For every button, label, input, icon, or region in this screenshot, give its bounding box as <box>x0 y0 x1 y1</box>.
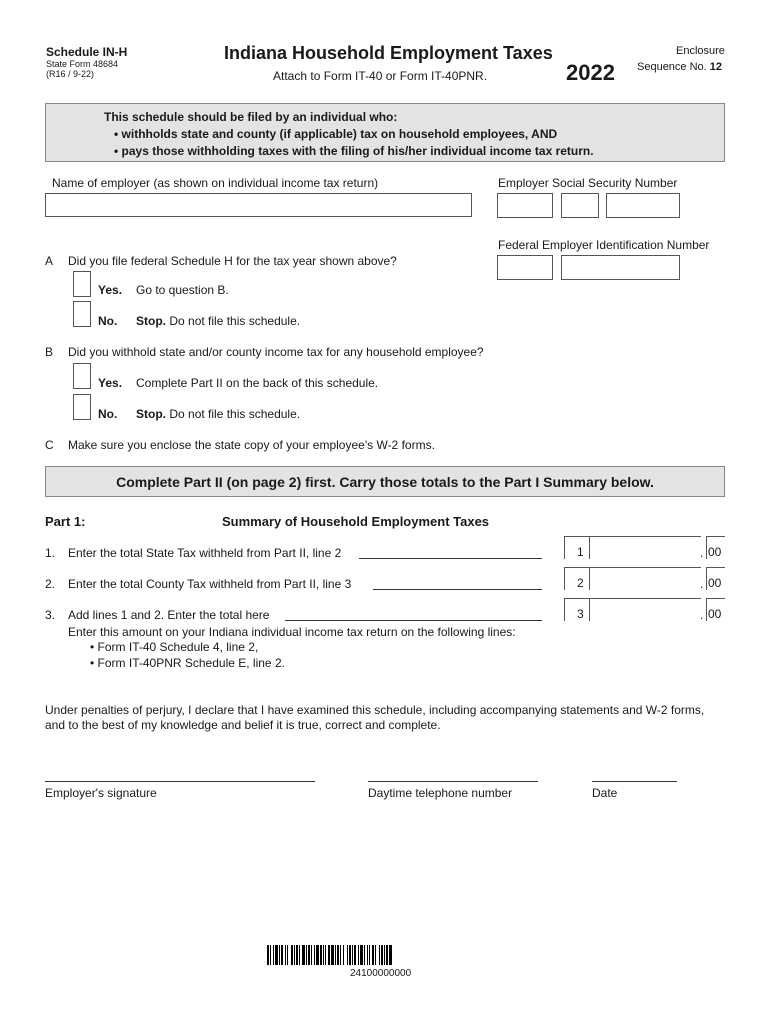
ssn-label: Employer Social Security Number <box>498 176 678 190</box>
barcode <box>267 945 503 965</box>
line3-text: Add lines 1 and 2. Enter the total here <box>68 608 270 622</box>
ssn-field-part3[interactable] <box>606 193 680 218</box>
question-c-text: Make sure you enclose the state copy of your employee's W-2 forms. <box>68 438 435 452</box>
fein-field-part1[interactable] <box>497 255 553 280</box>
box-divider <box>589 568 590 590</box>
form-title: Indiana Household Employment Taxes <box>224 43 553 63</box>
tax-year: 2022 <box>566 60 615 85</box>
line2-number: 2. <box>45 577 56 591</box>
line1-text: Enter the total State Tax withheld from Part II, line 2 <box>68 546 342 560</box>
revision-date: (R16 / 9-22) <box>46 69 95 79</box>
barcode-bar <box>343 945 344 965</box>
line3-note: Enter this amount on your Indiana individual income tax return on the following lines: <box>68 625 516 639</box>
question-b-no-text <box>136 407 300 421</box>
barcode-bar <box>291 945 293 965</box>
line1-amount-field[interactable] <box>564 536 704 560</box>
line3-box-number: 3 <box>577 607 584 621</box>
phone-label: Daytime telephone number <box>368 786 513 800</box>
barcode-bar <box>364 945 365 965</box>
box-divider <box>589 537 590 559</box>
line1-leader <box>359 558 542 559</box>
part1-title: Summary of Household Employment Taxes <box>222 514 490 529</box>
ssn-field-part2[interactable] <box>561 193 599 218</box>
decimal-point: . <box>700 577 704 591</box>
line2-amount-field[interactable] <box>564 567 704 591</box>
barcode-bar <box>279 945 280 965</box>
question-b-text: Did you withhold state and/or county income tax for any household employee? <box>68 345 484 359</box>
enclosure-label: Enclosure <box>676 45 725 57</box>
sequence-label: Sequence No. <box>637 61 707 73</box>
barcode-bar <box>369 945 370 965</box>
barcode-bar <box>275 945 278 965</box>
line3-cents: 00 <box>708 607 722 621</box>
barcode-bar <box>328 945 330 965</box>
question-b-yes-label: Yes. <box>98 376 123 390</box>
barcode-bar <box>311 945 312 965</box>
question-a-yes-text: Go to question B. <box>136 283 229 297</box>
barcode-bar <box>299 945 300 965</box>
banner-text: Complete Part II (on page 2) first. Carry those totals to the Part I Summary below. <box>116 474 654 490</box>
line2-box-number: 2 <box>577 576 584 590</box>
barcode-bar <box>285 945 286 965</box>
question-b-yes-checkbox[interactable] <box>73 363 91 389</box>
line3-leader <box>285 620 542 621</box>
notice-bullet: • withholds state and county (if applicable) tax on household employees, AND <box>114 127 558 141</box>
question-a-no-label: No. <box>98 314 118 328</box>
barcode-bar <box>360 945 363 965</box>
date-label: Date <box>592 786 618 800</box>
barcode-bar <box>384 945 385 965</box>
signature-label: Employer's signature <box>45 786 157 800</box>
barcode-bar <box>381 945 383 965</box>
barcode-bar <box>281 945 283 965</box>
fein-field-part2[interactable] <box>561 255 680 280</box>
line1-cents: 00 <box>708 545 722 559</box>
barcode-bar <box>270 945 271 965</box>
schedule-id: Schedule IN-H <box>46 45 128 59</box>
box-divider <box>589 599 590 621</box>
filing-notice <box>45 103 725 162</box>
line3-note-bullet: • Form IT-40 Schedule 4, line 2, <box>90 640 259 654</box>
decimal-point: . <box>700 608 704 622</box>
barcode-bar <box>340 945 341 965</box>
decimal-point: . <box>700 546 704 560</box>
barcode-bar <box>296 945 298 965</box>
line3-cents-field[interactable] <box>706 598 725 621</box>
question-a-letter: A <box>45 254 54 268</box>
barcode-bar <box>389 945 392 965</box>
barcode-bar <box>379 945 380 965</box>
state-form-number: State Form 48684 <box>46 59 119 69</box>
declaration-line1: Under penalties of perjury, I declare that I have examined this schedule, including accompanying statements and W-2 forms, <box>45 703 705 717</box>
line3-number: 3. <box>45 608 56 622</box>
sequence-number <box>637 61 722 73</box>
employer-name-field[interactable] <box>45 193 472 217</box>
barcode-bar <box>347 945 348 965</box>
barcode-bar <box>358 945 359 965</box>
question-a-yes-checkbox[interactable] <box>73 271 91 297</box>
barcode-bar <box>267 945 269 965</box>
date-line[interactable] <box>592 781 677 782</box>
signature-line[interactable] <box>45 781 315 782</box>
line2-text: Enter the total County Tax withheld from Part II, line 3 <box>68 577 352 591</box>
barcode-bar <box>273 945 274 965</box>
barcode-bar <box>306 945 307 965</box>
line3-note-bullet: • Form IT-40PNR Schedule E, line 2. <box>90 656 285 670</box>
barcode-bar <box>337 945 339 965</box>
barcode-bar <box>349 945 351 965</box>
notice-bullet: • pays those withholding taxes with the filing of his/her individual income tax return. <box>114 144 594 158</box>
fein-label: Federal Employer Identification Number <box>498 238 710 252</box>
notice-intro: This schedule should be filed by an individual who: <box>104 110 398 124</box>
barcode-bar <box>316 945 319 965</box>
question-a-yes-label: Yes. <box>98 283 123 297</box>
line1-box-number: 1 <box>577 545 584 559</box>
sequence-value: 12 <box>709 61 723 73</box>
question-b-letter: B <box>45 345 54 359</box>
part1-label: Part 1: <box>45 514 86 529</box>
question-b-no-checkbox[interactable] <box>73 394 91 420</box>
employer-name-label: Name of employer (as shown on individual income tax return) <box>52 176 379 190</box>
line3-amount-field[interactable] <box>564 598 704 622</box>
declaration-line2: and to the best of my knowledge and belief it is true, correct and complete. <box>45 718 441 732</box>
line2-cents-field[interactable] <box>706 567 725 590</box>
barcode-number: 24100000000 <box>350 968 412 979</box>
ssn-field-part1[interactable] <box>497 193 553 218</box>
stop-text: Do not file this schedule. <box>169 314 301 328</box>
barcode-bar <box>287 945 288 965</box>
barcode-bar <box>352 945 353 965</box>
barcode-bar <box>314 945 315 965</box>
attach-instruction: Attach to Form IT-40 or Form IT-40PNR. <box>273 69 488 83</box>
part2-banner <box>45 466 725 497</box>
barcode-bar <box>354 945 356 965</box>
stop-label: Stop. <box>136 314 166 328</box>
question-b-no-label: No. <box>98 407 118 421</box>
line1-cents-field[interactable] <box>706 536 725 559</box>
line2-leader <box>373 589 542 590</box>
question-a-no-text <box>136 314 300 328</box>
question-a-text: Did you file federal Schedule H for the tax year shown above? <box>68 254 397 268</box>
question-c-letter: C <box>45 438 54 452</box>
barcode-bar <box>386 945 388 965</box>
line2-cents: 00 <box>708 576 722 590</box>
barcode-bar <box>335 945 336 965</box>
barcode-bar <box>367 945 368 965</box>
barcode-bar <box>331 945 334 965</box>
barcode-bar <box>375 945 376 965</box>
barcode-bar <box>372 945 374 965</box>
barcode-bar <box>323 945 324 965</box>
question-a-no-checkbox[interactable] <box>73 301 91 327</box>
question-b-yes-text: Complete Part II on the back of this schedule. <box>136 376 379 390</box>
barcode-bar <box>320 945 322 965</box>
stop-text: Do not file this schedule. <box>169 407 301 421</box>
barcode-bar <box>302 945 305 965</box>
line1-number: 1. <box>45 546 56 560</box>
stop-label: Stop. <box>136 407 166 421</box>
barcode-bar <box>308 945 310 965</box>
phone-line[interactable] <box>368 781 538 782</box>
barcode-bar <box>325 945 326 965</box>
barcode-bar <box>294 945 295 965</box>
